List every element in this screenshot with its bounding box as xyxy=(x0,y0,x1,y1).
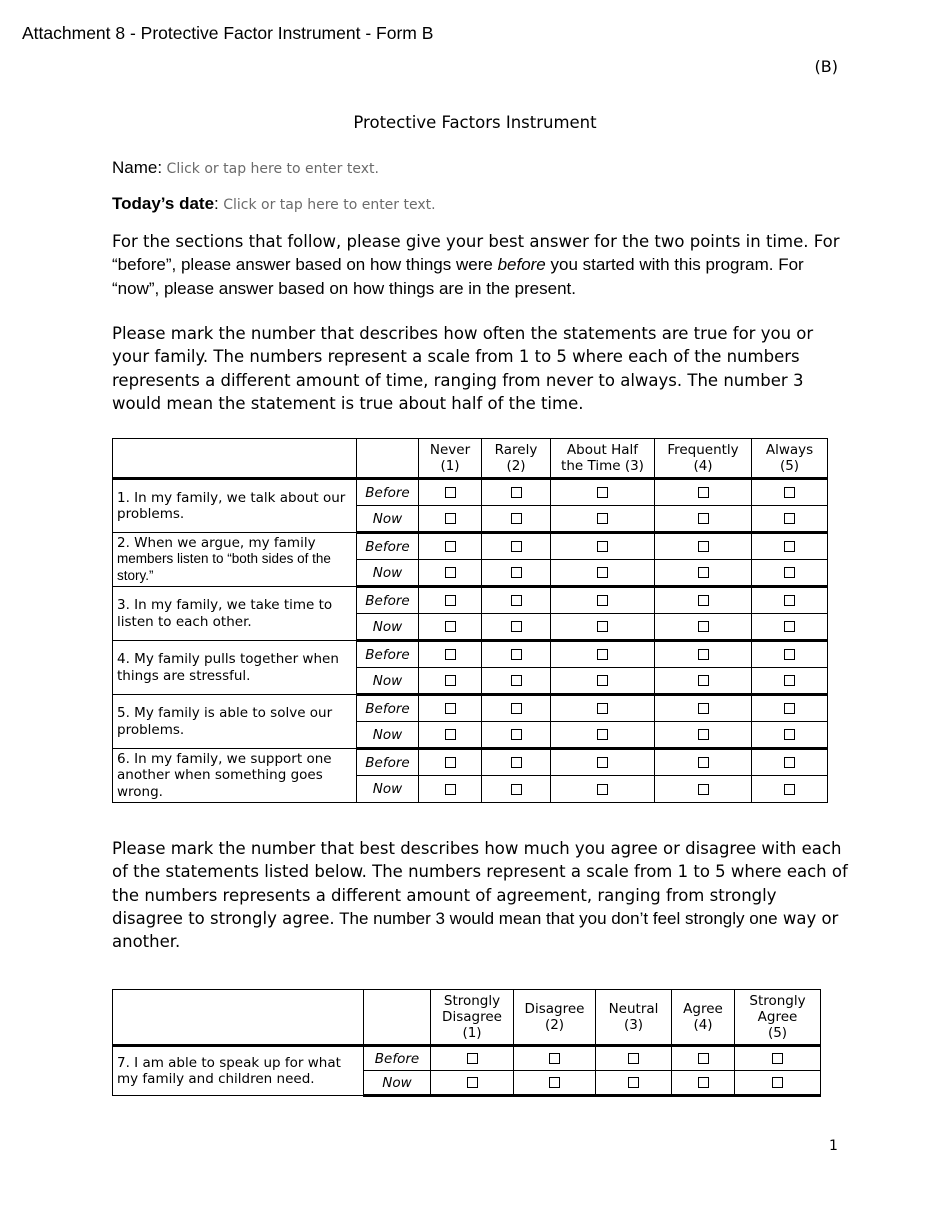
q2-now-rarely-checkbox[interactable] xyxy=(511,567,522,578)
q4-now-never-checkbox[interactable] xyxy=(445,675,456,686)
q4-before-never-checkbox[interactable] xyxy=(445,649,456,660)
q3-before-never-checkbox[interactable] xyxy=(445,595,456,606)
column-always: Always (5) xyxy=(752,439,828,479)
column-rarely: Rarely (2) xyxy=(482,439,551,479)
q1-before-always-checkbox[interactable] xyxy=(784,487,795,498)
column-never: Never (1) xyxy=(419,439,482,479)
column-strongly-disagree: Strongly Disagree (1) xyxy=(431,990,514,1046)
question-header-cell xyxy=(113,439,357,479)
q3-now-never-checkbox[interactable] xyxy=(445,621,456,632)
now-label: Now xyxy=(357,560,419,587)
question-6-before-row xyxy=(113,749,828,776)
q4-before-rarely-checkbox[interactable] xyxy=(511,649,522,660)
time-header-cell xyxy=(357,439,419,479)
q1-now-always-checkbox[interactable] xyxy=(784,513,795,524)
before-label: Before xyxy=(364,1046,431,1071)
frequency-table xyxy=(112,438,828,803)
date-input[interactable]: Click or tap here to enter text. xyxy=(223,197,436,213)
q6-before-frequently-checkbox[interactable] xyxy=(698,757,709,768)
before-label: Before xyxy=(357,533,419,560)
q5-before-frequently-checkbox[interactable] xyxy=(698,703,709,714)
name-label: Name xyxy=(112,158,158,177)
q5-now-rarely-checkbox[interactable] xyxy=(511,729,522,740)
q3-before-frequently-checkbox[interactable] xyxy=(698,595,709,606)
name-input[interactable]: Click or tap here to enter text. xyxy=(166,161,379,177)
q3-before-always-checkbox[interactable] xyxy=(784,595,795,606)
q2-before-rarely-checkbox[interactable] xyxy=(511,541,522,552)
q6-before-rarely-checkbox[interactable] xyxy=(511,757,522,768)
column-frequently: Frequently (4) xyxy=(655,439,752,479)
q7-before-strongly-agree-checkbox[interactable] xyxy=(772,1053,783,1064)
date-field: Today’s date: Click or tap here to enter text. xyxy=(112,194,436,213)
q2-before-frequently-checkbox[interactable] xyxy=(698,541,709,552)
q5-before-never-checkbox[interactable] xyxy=(445,703,456,714)
now-label: Now xyxy=(357,668,419,695)
question-7-text: 7. I am able to speak up for what my family and children need. xyxy=(113,1046,364,1096)
q7-before-neutral-checkbox[interactable] xyxy=(628,1053,639,1064)
before-label: Before xyxy=(357,479,419,506)
q1-now-rarely-checkbox[interactable] xyxy=(511,513,522,524)
agreement-table xyxy=(112,989,821,1097)
column-strongly-agree: Strongly Agree (5) xyxy=(735,990,821,1046)
agreement-instructions: Please mark the number that best describes how much you agree or disagree with each of the statements listed below. The numbers represent a scale from 1 to 5 where each of the numbers represents a different amount of agreement, ranging from strongly disagree to strongly agree. The number 3 would mean that you don’t feel strongly one way or another. xyxy=(112,839,848,952)
question-2-text: 2. When we argue, my family members listen to “both sides of the story.” xyxy=(113,533,357,587)
q5-before-rarely-checkbox[interactable] xyxy=(511,703,522,714)
q4-now-always-checkbox[interactable] xyxy=(784,675,795,686)
q5-now-never-checkbox[interactable] xyxy=(445,729,456,740)
q4-before-frequently-checkbox[interactable] xyxy=(698,649,709,660)
q5-now-always-checkbox[interactable] xyxy=(784,729,795,740)
q3-now-frequently-checkbox[interactable] xyxy=(698,621,709,632)
now-label: Now xyxy=(357,722,419,749)
q6-now-frequently-checkbox[interactable] xyxy=(698,784,709,795)
question-5-before-row xyxy=(113,695,828,722)
q7-before-disagree-checkbox[interactable] xyxy=(549,1053,560,1064)
q2-now-never-checkbox[interactable] xyxy=(445,567,456,578)
time-header-cell xyxy=(364,990,431,1046)
q5-before-half-checkbox[interactable] xyxy=(597,703,608,714)
form-code: (B) xyxy=(814,57,838,76)
q7-before-agree-checkbox[interactable] xyxy=(698,1053,709,1064)
q4-now-half-checkbox[interactable] xyxy=(597,675,608,686)
q7-now-strongly-agree-checkbox[interactable] xyxy=(772,1077,783,1088)
q3-now-always-checkbox[interactable] xyxy=(784,621,795,632)
now-label: Now xyxy=(357,614,419,641)
now-label: Now xyxy=(364,1071,431,1096)
question-4-text: 4. My family pulls together when things are stressful. xyxy=(113,641,357,695)
intro-paragraph: For the sections that follow, please give your best answer for the two points in time. For “before”, please answer based on how things were before you started with this program. For “now”, please answer based on how things are in the present. xyxy=(112,232,840,298)
q5-now-half-checkbox[interactable] xyxy=(597,729,608,740)
question-3-before-row xyxy=(113,587,828,614)
q6-now-never-checkbox[interactable] xyxy=(445,784,456,795)
q1-now-never-checkbox[interactable] xyxy=(445,513,456,524)
q4-now-rarely-checkbox[interactable] xyxy=(511,675,522,686)
question-3-text: 3. In my family, we take time to listen to each other. xyxy=(113,587,357,641)
q7-now-disagree-checkbox[interactable] xyxy=(549,1077,560,1088)
question-7-before-row xyxy=(113,1046,821,1071)
before-label: Before xyxy=(357,587,419,614)
column-neutral: Neutral (3) xyxy=(596,990,672,1046)
q2-before-half-checkbox[interactable] xyxy=(597,541,608,552)
q1-before-frequently-checkbox[interactable] xyxy=(698,487,709,498)
q2-now-always-checkbox[interactable] xyxy=(784,567,795,578)
q5-before-always-checkbox[interactable] xyxy=(784,703,795,714)
q2-now-half-checkbox[interactable] xyxy=(597,567,608,578)
q3-before-rarely-checkbox[interactable] xyxy=(511,595,522,606)
q3-now-half-checkbox[interactable] xyxy=(597,621,608,632)
before-label: Before xyxy=(357,695,419,722)
q3-before-half-checkbox[interactable] xyxy=(597,595,608,606)
now-label: Now xyxy=(357,776,419,803)
q1-before-rarely-checkbox[interactable] xyxy=(511,487,522,498)
q6-now-rarely-checkbox[interactable] xyxy=(511,784,522,795)
question-2-before-row xyxy=(113,533,828,560)
q1-now-half-checkbox[interactable] xyxy=(597,513,608,524)
q2-before-always-checkbox[interactable] xyxy=(784,541,795,552)
column-disagree: Disagree (2) xyxy=(514,990,596,1046)
question-4-before-row xyxy=(113,641,828,668)
page-number: 1 xyxy=(829,1138,838,1154)
q1-before-never-checkbox[interactable] xyxy=(445,487,456,498)
q4-before-half-checkbox[interactable] xyxy=(597,649,608,660)
q3-now-rarely-checkbox[interactable] xyxy=(511,621,522,632)
question-1-before-row xyxy=(113,479,828,506)
q6-before-never-checkbox[interactable] xyxy=(445,757,456,768)
q7-now-agree-checkbox[interactable] xyxy=(698,1077,709,1088)
q1-now-frequently-checkbox[interactable] xyxy=(698,513,709,524)
q6-now-half-checkbox[interactable] xyxy=(597,784,608,795)
before-label: Before xyxy=(357,749,419,776)
question-1-text: 1. In my family, we talk about our problems. xyxy=(113,479,357,533)
frequency-instructions: Please mark the number that describes how often the statements are true for you or your family. The numbers represent a scale from 1 to 5 where each of the numbers represents a different amount of time, ranging from never to always. The number 3 would mean the statement is true about half of the time. xyxy=(112,324,814,413)
q7-now-strongly-disagree-checkbox[interactable] xyxy=(467,1077,478,1088)
name-field: Name: Click or tap here to enter text. xyxy=(112,158,379,177)
date-label: Today’s date xyxy=(112,194,215,213)
q7-before-strongly-disagree-checkbox[interactable] xyxy=(467,1053,478,1064)
q4-now-frequently-checkbox[interactable] xyxy=(698,675,709,686)
q1-before-half-checkbox[interactable] xyxy=(597,487,608,498)
q5-now-frequently-checkbox[interactable] xyxy=(698,729,709,740)
now-label: Now xyxy=(357,506,419,533)
before-label: Before xyxy=(357,641,419,668)
q6-before-always-checkbox[interactable] xyxy=(784,757,795,768)
column-agree: Agree (4) xyxy=(672,990,735,1046)
q4-before-always-checkbox[interactable] xyxy=(784,649,795,660)
attachment-title: Attachment 8 - Protective Factor Instrument - Form B xyxy=(22,23,434,43)
q6-now-always-checkbox[interactable] xyxy=(784,784,795,795)
question-5-text: 5. My family is able to solve our problems. xyxy=(113,695,357,749)
page-title: Protective Factors Instrument xyxy=(353,113,597,132)
q2-now-frequently-checkbox[interactable] xyxy=(698,567,709,578)
q2-before-never-checkbox[interactable] xyxy=(445,541,456,552)
question-header-cell xyxy=(113,990,364,1046)
question-6-text: 6. In my family, we support one another when something goes wrong. xyxy=(113,749,357,803)
q6-before-half-checkbox[interactable] xyxy=(597,757,608,768)
q7-now-neutral-checkbox[interactable] xyxy=(628,1077,639,1088)
column-about-half: About Half the Time (3) xyxy=(551,439,655,479)
